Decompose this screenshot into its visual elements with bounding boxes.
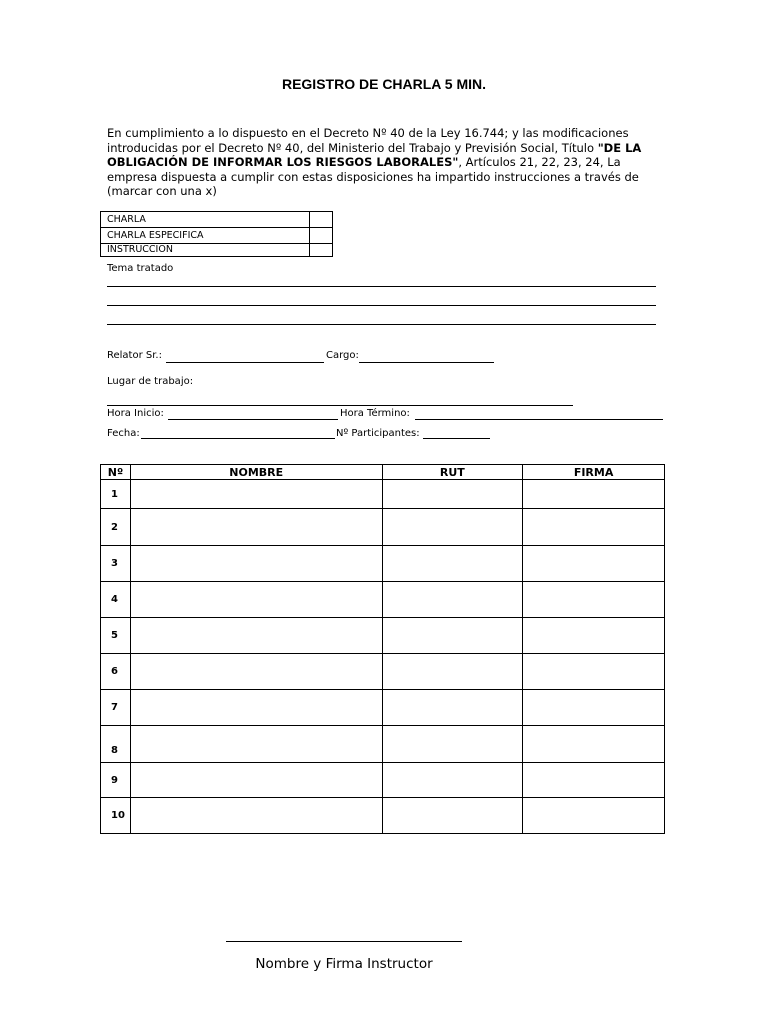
- row-number: 2: [101, 509, 131, 546]
- hora-inicio-label: Hora Inicio:: [107, 408, 164, 419]
- signature-label: Nombre y Firma Instructor: [255, 956, 433, 972]
- tema-line-1[interactable]: [107, 286, 656, 287]
- row-number: 1: [101, 480, 131, 509]
- nombre-cell[interactable]: [130, 763, 382, 798]
- nombre-cell[interactable]: [130, 480, 382, 509]
- row-number: 7: [101, 690, 131, 726]
- page-title: REGISTRO DE CHARLA 5 MIN.: [281, 76, 487, 92]
- row-number: 5: [101, 618, 131, 654]
- header-firma: FIRMA: [523, 465, 665, 480]
- header-number: Nº: [101, 465, 131, 480]
- hora-inicio-line[interactable]: [168, 419, 338, 420]
- option-checkbox[interactable]: [310, 212, 333, 228]
- option-checkbox[interactable]: [310, 228, 333, 244]
- table-row: [101, 726, 665, 763]
- nombre-cell[interactable]: [130, 618, 382, 654]
- nombre-cell[interactable]: [130, 690, 382, 726]
- intro-text-1: En cumplimiento a lo dispuesto en el Decreto Nº 40 de la Ley 16.744; y las modificaciones introducidas por el Decreto Nº 40, del Ministerio del Trabajo y Previsión Social, Título: [107, 126, 629, 155]
- table-row: [101, 654, 665, 690]
- row-number: 6: [101, 654, 131, 690]
- row-number: 3: [101, 546, 131, 582]
- participantes-label: Nº Participantes:: [336, 428, 420, 439]
- table-row: [101, 618, 665, 654]
- rut-cell[interactable]: [382, 654, 523, 690]
- option-label: INSTRUCCIÓN: [101, 244, 310, 257]
- cargo-label: Cargo:: [326, 350, 359, 361]
- firma-cell[interactable]: [523, 582, 665, 618]
- rut-cell[interactable]: [382, 763, 523, 798]
- hora-termino-label: Hora Término:: [340, 408, 410, 419]
- relator-line[interactable]: [166, 362, 324, 363]
- table-row: [101, 480, 665, 509]
- firma-cell[interactable]: [523, 546, 665, 582]
- firma-cell[interactable]: [523, 509, 665, 546]
- header-rut: RUT: [382, 465, 523, 480]
- option-checkbox[interactable]: [310, 244, 333, 257]
- rut-cell[interactable]: [382, 798, 523, 834]
- rut-cell[interactable]: [382, 480, 523, 509]
- table-row: [101, 798, 665, 834]
- fecha-label: Fecha:: [107, 428, 140, 439]
- nombre-cell[interactable]: [130, 654, 382, 690]
- table-row: [101, 690, 665, 726]
- header-nombre: NOMBRE: [130, 465, 382, 480]
- row-number: 4: [101, 582, 131, 618]
- attendance-table: [100, 464, 665, 834]
- rut-cell[interactable]: [382, 726, 523, 763]
- intro-text-2: , Artículos 21, 22, 23, 24, La empresa dispuesta a cumplir con estas disposiciones ha impartido instrucciones a través de (marcar con una x): [107, 155, 639, 199]
- tema-line-3[interactable]: [107, 324, 656, 325]
- firma-cell[interactable]: [523, 480, 665, 509]
- nombre-cell[interactable]: [130, 726, 382, 763]
- options-table: [100, 211, 333, 257]
- participantes-line[interactable]: [423, 438, 490, 439]
- option-row: [101, 212, 333, 228]
- intro-bold-title: "DE LA OBLIGACIÓN DE INFORMAR LOS RIESGOS LABORALES": [107, 140, 642, 170]
- firma-cell[interactable]: [523, 654, 665, 690]
- firma-cell[interactable]: [523, 798, 665, 834]
- row-number: 10: [101, 798, 131, 834]
- rut-cell[interactable]: [382, 582, 523, 618]
- nombre-cell[interactable]: [130, 582, 382, 618]
- row-number: 8: [101, 726, 131, 763]
- firma-cell[interactable]: [523, 618, 665, 654]
- nombre-cell[interactable]: [130, 509, 382, 546]
- fecha-line[interactable]: [141, 438, 335, 439]
- table-row: [101, 763, 665, 798]
- relator-label: Relator Sr.:: [107, 350, 162, 361]
- rut-cell[interactable]: [382, 509, 523, 546]
- hora-termino-line[interactable]: [415, 419, 663, 420]
- nombre-cell[interactable]: [130, 546, 382, 582]
- nombre-cell[interactable]: [130, 798, 382, 834]
- rut-cell[interactable]: [382, 546, 523, 582]
- option-row: [101, 228, 333, 244]
- tema-label: Tema tratado: [107, 263, 174, 274]
- lugar-label: Lugar de trabajo:: [107, 376, 194, 387]
- table-row: [101, 509, 665, 546]
- cargo-line[interactable]: [359, 362, 494, 363]
- signature-line[interactable]: [226, 941, 462, 942]
- table-header-row: [101, 465, 665, 480]
- row-number: 9: [101, 763, 131, 798]
- option-row: [101, 244, 333, 257]
- firma-cell[interactable]: [523, 690, 665, 726]
- rut-cell[interactable]: [382, 690, 523, 726]
- rut-cell[interactable]: [382, 618, 523, 654]
- option-label: CHARLA: [101, 212, 310, 228]
- table-row: [101, 582, 665, 618]
- table-row: [101, 546, 665, 582]
- tema-line-2[interactable]: [107, 305, 656, 306]
- option-label: CHARLA ESPECIFICA: [101, 228, 310, 244]
- intro-paragraph: [107, 126, 667, 199]
- firma-cell[interactable]: [523, 726, 665, 763]
- firma-cell[interactable]: [523, 763, 665, 798]
- lugar-line[interactable]: [107, 405, 573, 406]
